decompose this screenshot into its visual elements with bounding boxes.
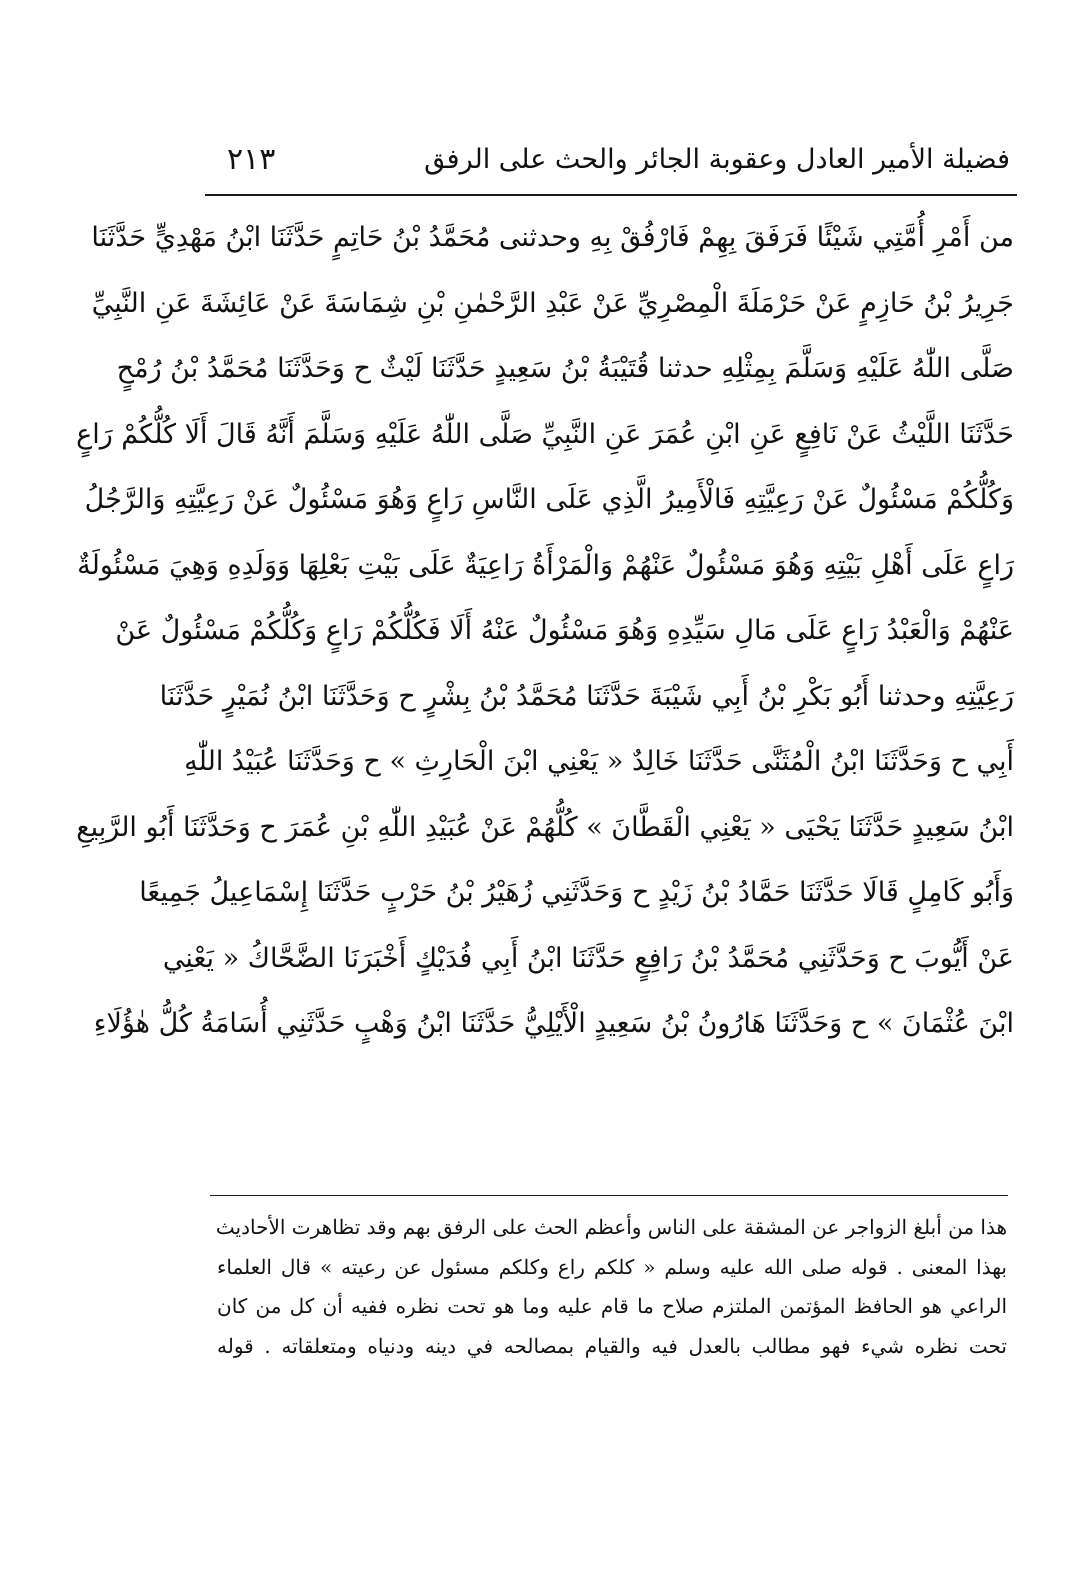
text-line: وَأَبُو كَامِلٍ قَالَا حَدَّثَنَا حَمَّادُ بْنُ زَيْدٍ ح وَحَدَّثَنِي زُهَيْرُ بْنُ حَرْبٍ حَدَّثَنَا إِسْمَاعِيلُ جَمِيعًا bbox=[139, 877, 1014, 908]
main-text-block bbox=[76, 205, 1014, 1057]
text-line: عَنْ أَيُّوبَ ح وَحَدَّثَنِي مُحَمَّدُ بْنُ رَافِعٍ حَدَّثَنَا ابْنُ أَبِي فُدَيْكٍ أَخْبَرَنَا الضَّحَّاكُ « يَعْنِي bbox=[162, 942, 1014, 974]
page-number: ٢١٣ bbox=[227, 142, 276, 177]
text-line: جَرِيرُ بْنُ حَازِمٍ عَنْ حَرْمَلَةَ الْمِصْرِيِّ عَنْ عَبْدِ الرَّحْمٰنِ بْنِ شِمَاسَةَ عَنْ عَائِشَةَ عَنِ النَّبِيِّ bbox=[91, 287, 1014, 319]
page-header bbox=[215, 140, 1010, 192]
text-line: حَدَّثَنَا اللَّيْثُ عَنْ نَافِعٍ عَنِ ابْنِ عُمَرَ عَنِ النَّبِيِّ صَلَّى اللّٰهُ عَلَيْهِ وَسَلَّمَ أَنَّهُ قَالَ أَلَا كُلُّكُمْ رَاعٍ bbox=[76, 418, 1014, 450]
text-line: ابْنَ عُثْمَانَ » ح وَحَدَّثَنَا هَارُونُ بْنُ سَعِيدٍ الْأَيْلِيُّ حَدَّثَنَا ابْنُ وَهْبٍ حَدَّثَنِي أُسَامَةُ كُلُّ هٰؤُلَاءِ bbox=[93, 1008, 1014, 1039]
text-line: رَاعٍ عَلَى أَهْلِ بَيْتِهِ وَهُوَ مَسْئُولٌ عَنْهُمْ وَالْمَرْأَةُ رَاعِيَةٌ عَلَى بَيْتِ بَعْلِهَا وَوَلَدِهِ وَهِيَ مَسْئُولَةٌ bbox=[77, 549, 1014, 581]
text-line: ابْنُ سَعِيدٍ حَدَّثَنَا يَحْيَى « يَعْنِي الْقَطَّانَ » كُلُّهُمْ عَنْ عُبَيْدِ اللّٰهِ بْنِ عُمَرَ ح وَحَدَّثَنَا أَبُو الرَّبِيعِ bbox=[76, 811, 1014, 843]
header-divider bbox=[205, 194, 1017, 196]
chapter-title: فضيلة الأمير العادل وعقوبة الجائر والحث على الرفق bbox=[424, 144, 1010, 175]
footnote-line: الراعي هو الحافظ المؤتمن الملتزم صلاح ما قام عليه وما هو تحت نظره ففيه أن كل من كان bbox=[217, 1294, 1007, 1318]
footnote-line: بهذا المعنى . قوله صلى الله عليه وسلم « كلكم راع وكلكم مسئول عن رعيته » قال العلماء bbox=[217, 1254, 1007, 1279]
text-line: صَلَّى اللّٰهُ عَلَيْهِ وَسَلَّمَ بِمِثْلِهِ حدثنا قُتَيْبَةُ بْنُ سَعِيدٍ حَدَّثَنَا لَيْثٌ ح وَحَدَّثَنَا مُحَمَّدُ بْنُ رُمْحٍ bbox=[116, 353, 1014, 384]
footnote-block bbox=[217, 1208, 1007, 1366]
text-line: أَبِي ح وَحَدَّثَنَا ابْنُ الْمُثَنَّى حَدَّثَنَا خَالِدٌ « يَعْنِي ابْنَ الْحَارِثِ » ح وَحَدَّثَنَا عُبَيْدُ اللّٰهِ bbox=[184, 746, 1014, 777]
text-line: عَنْهُمْ وَالْعَبْدُ رَاعٍ عَلَى مَالِ سَيِّدِهِ وَهُوَ مَسْئُولٌ عَنْهُ أَلَا فَكُلُّكُمْ رَاعٍ وَكُلُّكُمْ مَسْئُولٌ عَنْ bbox=[115, 615, 1014, 646]
text-line: من أَمْرِ أُمَّتِي شَيْئًا فَرَفَقَ بِهِمْ فَارْفُقْ بِهِ وحدثنى مُحَمَّدُ بْنُ حَاتِمٍ حَدَّثَنَا ابْنُ مَهْدِيٍّ حَدَّثَنَا bbox=[91, 222, 1014, 253]
footnote-divider bbox=[210, 1195, 1008, 1196]
footnote-line: هذا من أبلغ الزواجر عن المشقة على الناس وأعظم الحث على الرفق بهم وقد تظاهرت الأحاديث bbox=[215, 1215, 1007, 1239]
footnote-line: تحت نظره شيء فهو مطالب بالعدل فيه والقيام بمصالحه في دينه ودنياه ومتعلقاته . قوله bbox=[217, 1333, 1007, 1358]
text-line: وَكُلُّكُمْ مَسْئُولٌ عَنْ رَعِيَّتِهِ فَالْأَمِيرُ الَّذِي عَلَى النَّاسِ رَاعٍ وَهُوَ مَسْئُولٌ عَنْ رَعِيَّتِهِ وَالرَّجُلُ bbox=[84, 484, 1014, 515]
text-line: رَعِيَّتِهِ وحدثنا أَبُو بَكْرِ بْنُ أَبِي شَيْبَةَ حَدَّثَنَا مُحَمَّدُ بْنُ بِشْرٍ ح وَحَدَّثَنَا ابْنُ نُمَيْرٍ حَدَّثَنَا bbox=[159, 680, 1014, 712]
